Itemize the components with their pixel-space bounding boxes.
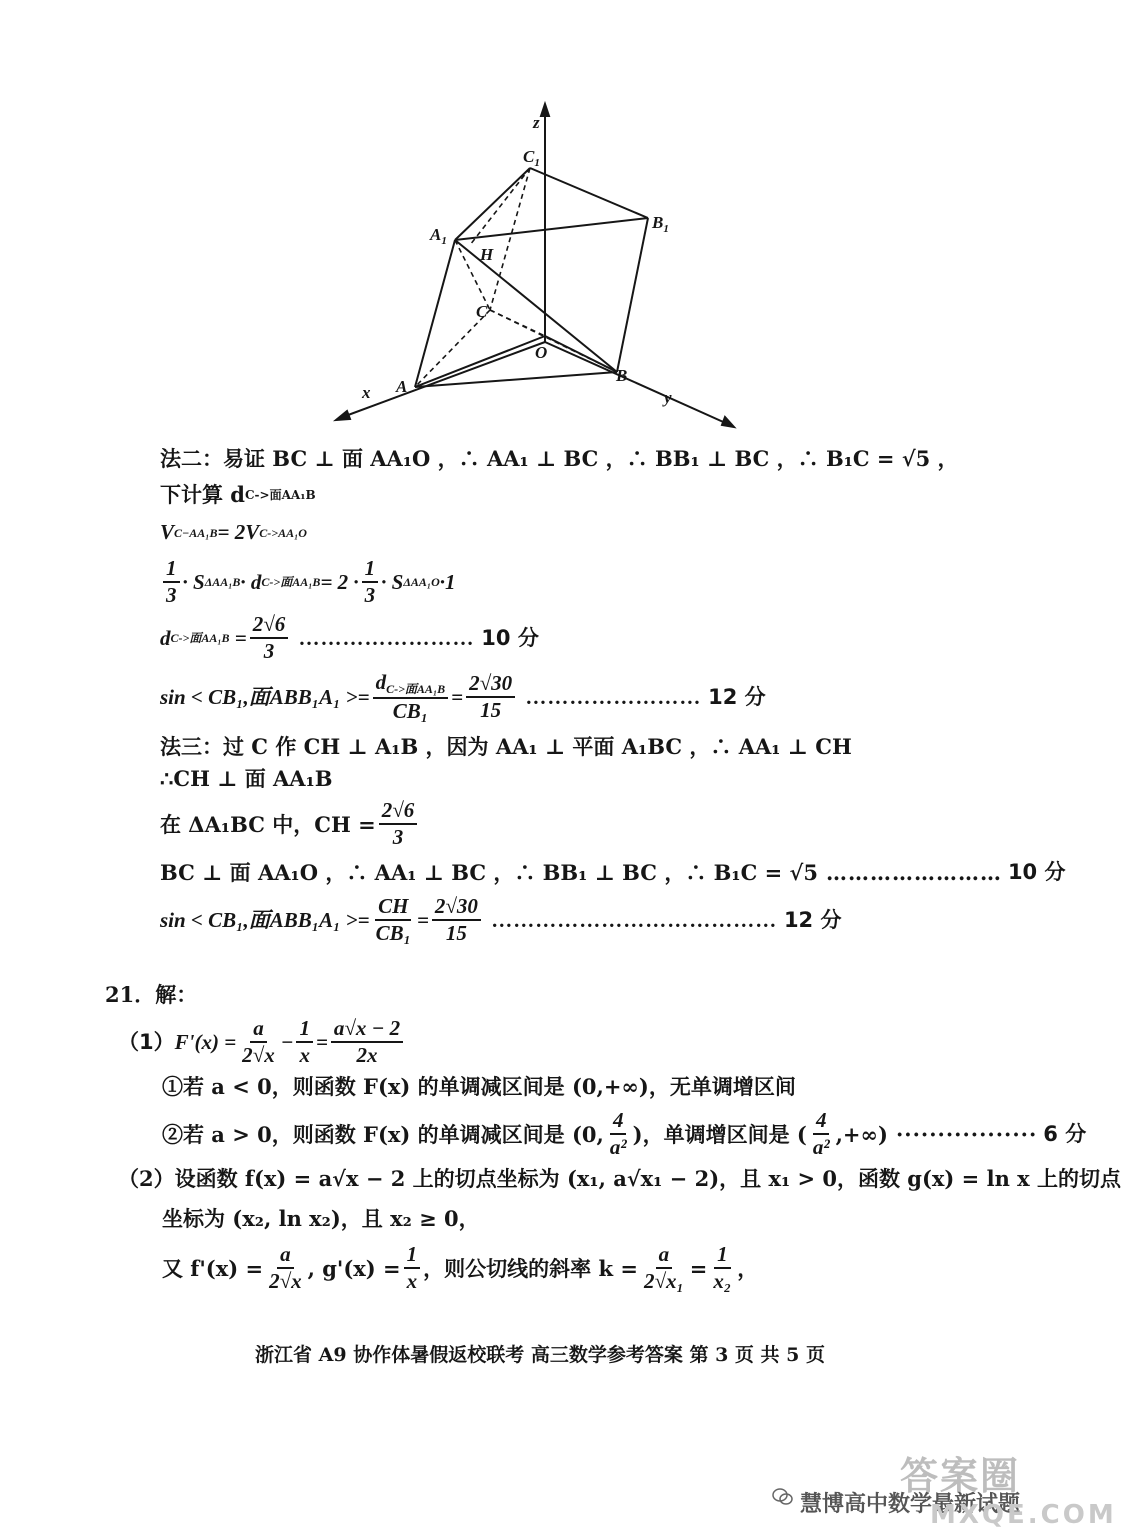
score-dots: …………………… <box>825 860 1002 885</box>
method3-line3: 在 ΔA₁BC 中，CH = $\frac{2√6}{3}$ <box>160 800 420 848</box>
q21-part1: （1） F'(x) = $\frac{a}{2√x}$ − $\frac{1}{x}$ = $\frac{a√x - 2}{2x}$ <box>118 1018 406 1066</box>
method3-line5: sin < CB₁,面ABB₁A₁ >= $\frac{CH}{\text{CB₁}}$ = $\frac{2√30}{15}$ ………………………………… 12 分 <box>160 894 842 945</box>
fraction: $\frac{1}{3}$ <box>362 558 379 606</box>
method2-line2: 下计算 d C->面AA₁B <box>160 482 316 507</box>
q21-case1: ①若 a < 0，则函数 F(x) 的单调减区间是 (0,+∞)，无单调增区间 <box>162 1074 796 1099</box>
label-H: H <box>480 245 494 264</box>
score-label: 12 分 <box>708 684 766 709</box>
fraction: $\frac{2√6}{3}$ <box>379 800 418 848</box>
score-dots: …………………… <box>299 625 476 650</box>
score-label: 6 分 <box>1043 1121 1087 1146</box>
fraction: $\frac{2√30}{15}$ <box>432 896 481 944</box>
method3-line2: ∴CH ⊥ 面 AA₁B <box>160 766 333 791</box>
score-label: 10 分 <box>1007 860 1066 884</box>
q21-case2: ②若 a > 0，则函数 F(x) 的单调减区间是 (0, $\frac{4}{\text{a²}}$ )，单调增区间是 ( $\frac{4}{\text{a²}}$ ,+∞) ················· 6 分 <box>162 1108 1087 1159</box>
label-B1: $B_1$ <box>652 213 669 235</box>
watermark-account: 慧博高中数学最新试题 <box>800 1492 1021 1517</box>
label-A1: $A_1$ <box>430 225 447 247</box>
fraction: $\frac{2√30}{15}$ <box>466 673 515 721</box>
score-dots: ………………………………… <box>491 907 778 932</box>
fraction: $\frac{d_{C->面AA_1B}}{\text{CB₁}}$ <box>373 672 449 722</box>
score-dots: …………………… <box>526 684 703 709</box>
fraction: $\frac{1}{3}$ <box>163 558 180 606</box>
label-z: z <box>533 113 540 132</box>
q21-part2-line1: （2） 设函数 f(x) = a√x − 2 上的切点坐标为 (x₁, a√x₁ − 2)，且 x₁ > 0，函数 g(x) = ln x 上的切点 <box>118 1166 1121 1191</box>
fraction: $\frac{a}{2√x}$ <box>242 1016 275 1067</box>
fraction: $\frac{a}{2√x}$ <box>269 1242 302 1293</box>
q21-part2-line3: 又 f'(x) = $\frac{a}{2√x}$ , g'(x) = $\frac{1}{x}$ ，则公切线的斜率 k = $\frac{a}{\text{2√x₁}}$ = $\frac{1}{\text{x₂}}$ ， <box>162 1242 759 1293</box>
watermark-url: MXQE.COM <box>930 1500 1117 1530</box>
fraction: $\frac{2√6}{3}$ <box>250 614 289 662</box>
label-C: C <box>476 302 488 321</box>
fraction: $\frac{4}{\text{a²}}$ <box>609 1108 627 1159</box>
x-axis-arrow <box>336 411 350 420</box>
label-C1: $C_1$ <box>523 147 540 169</box>
watermark-logo: 答案圈 <box>900 1454 1021 1498</box>
method2-line4: $\frac{1}{3}$ · S ΔAA₁B · d C->面AA₁B = 2 · $\frac{1}{3}$ · S ΔAA₁O ·1 <box>160 558 456 606</box>
score-label: 12 分 <box>783 907 842 932</box>
page-footer: 浙江省 A9 协作体暑假返校联考 高三数学参考答案 第 3 页 共 5 页 <box>255 1344 825 1366</box>
method2-line1: 法二：易证 BC ⊥ 面 AA₁O ，∴ AA₁ ⊥ BC ，∴ BB₁ ⊥ BC ，∴ B₁C = √5 ， <box>160 446 959 471</box>
method3-line1: 法三：过 C 作 CH ⊥ A₁B ，因为 AA₁ ⊥ 平面 A₁BC ，∴ AA₁ ⊥ CH <box>160 734 852 759</box>
fraction: $\frac{CH}{\text{CB₁}}$ <box>375 894 411 945</box>
method2-line3: V C−AA₁B = 2V C->AA₁O <box>160 520 307 544</box>
label-O: O <box>535 343 548 362</box>
y-axis-arrow <box>722 417 734 427</box>
fraction: $\frac{4}{\text{a²}}$ <box>812 1108 830 1159</box>
label-x: x <box>362 383 371 402</box>
score-label: 10 分 <box>481 625 539 650</box>
wechat-icon <box>772 1488 794 1506</box>
label-A: A <box>396 377 408 396</box>
fraction: $\frac{1}{x}$ <box>404 1244 421 1292</box>
fraction: $\frac{1}{x}$ <box>296 1018 313 1066</box>
geometry-figure <box>330 100 750 430</box>
label-B: B <box>616 366 628 385</box>
q21-part2-line2: 坐标为 (x₂, ln x₂)，且 x₂ ≥ 0， <box>162 1206 480 1231</box>
method3-line4: BC ⊥ 面 AA₁O ，∴ AA₁ ⊥ BC ，∴ BB₁ ⊥ BC ，∴ B₁C = √5 …………………… 10 分 <box>160 860 1066 885</box>
method2-line6: sin < CB₁,面ABB₁A₁ >= $\frac{d_{C->面AA_1B}}{\text{CB₁}}$ = $\frac{2√30}{15}$ …………………… 12 分 <box>160 670 766 723</box>
y-axis <box>545 342 730 425</box>
label-y: y <box>664 388 672 407</box>
q21-heading: 21．解： <box>105 982 198 1007</box>
z-axis-arrow <box>541 104 549 116</box>
method2-line5: d C->面AA₁B = $\frac{2√6}{3}$ …………………… 10 分 <box>160 612 539 663</box>
score-dots: ················· <box>895 1121 1038 1147</box>
fraction: $\frac{a}{\text{2√x₁}}$ <box>643 1242 684 1293</box>
fraction: $\frac{a√x - 2}{2x}$ <box>331 1018 403 1066</box>
fraction: $\frac{1}{\text{x₂}}$ <box>713 1242 732 1293</box>
